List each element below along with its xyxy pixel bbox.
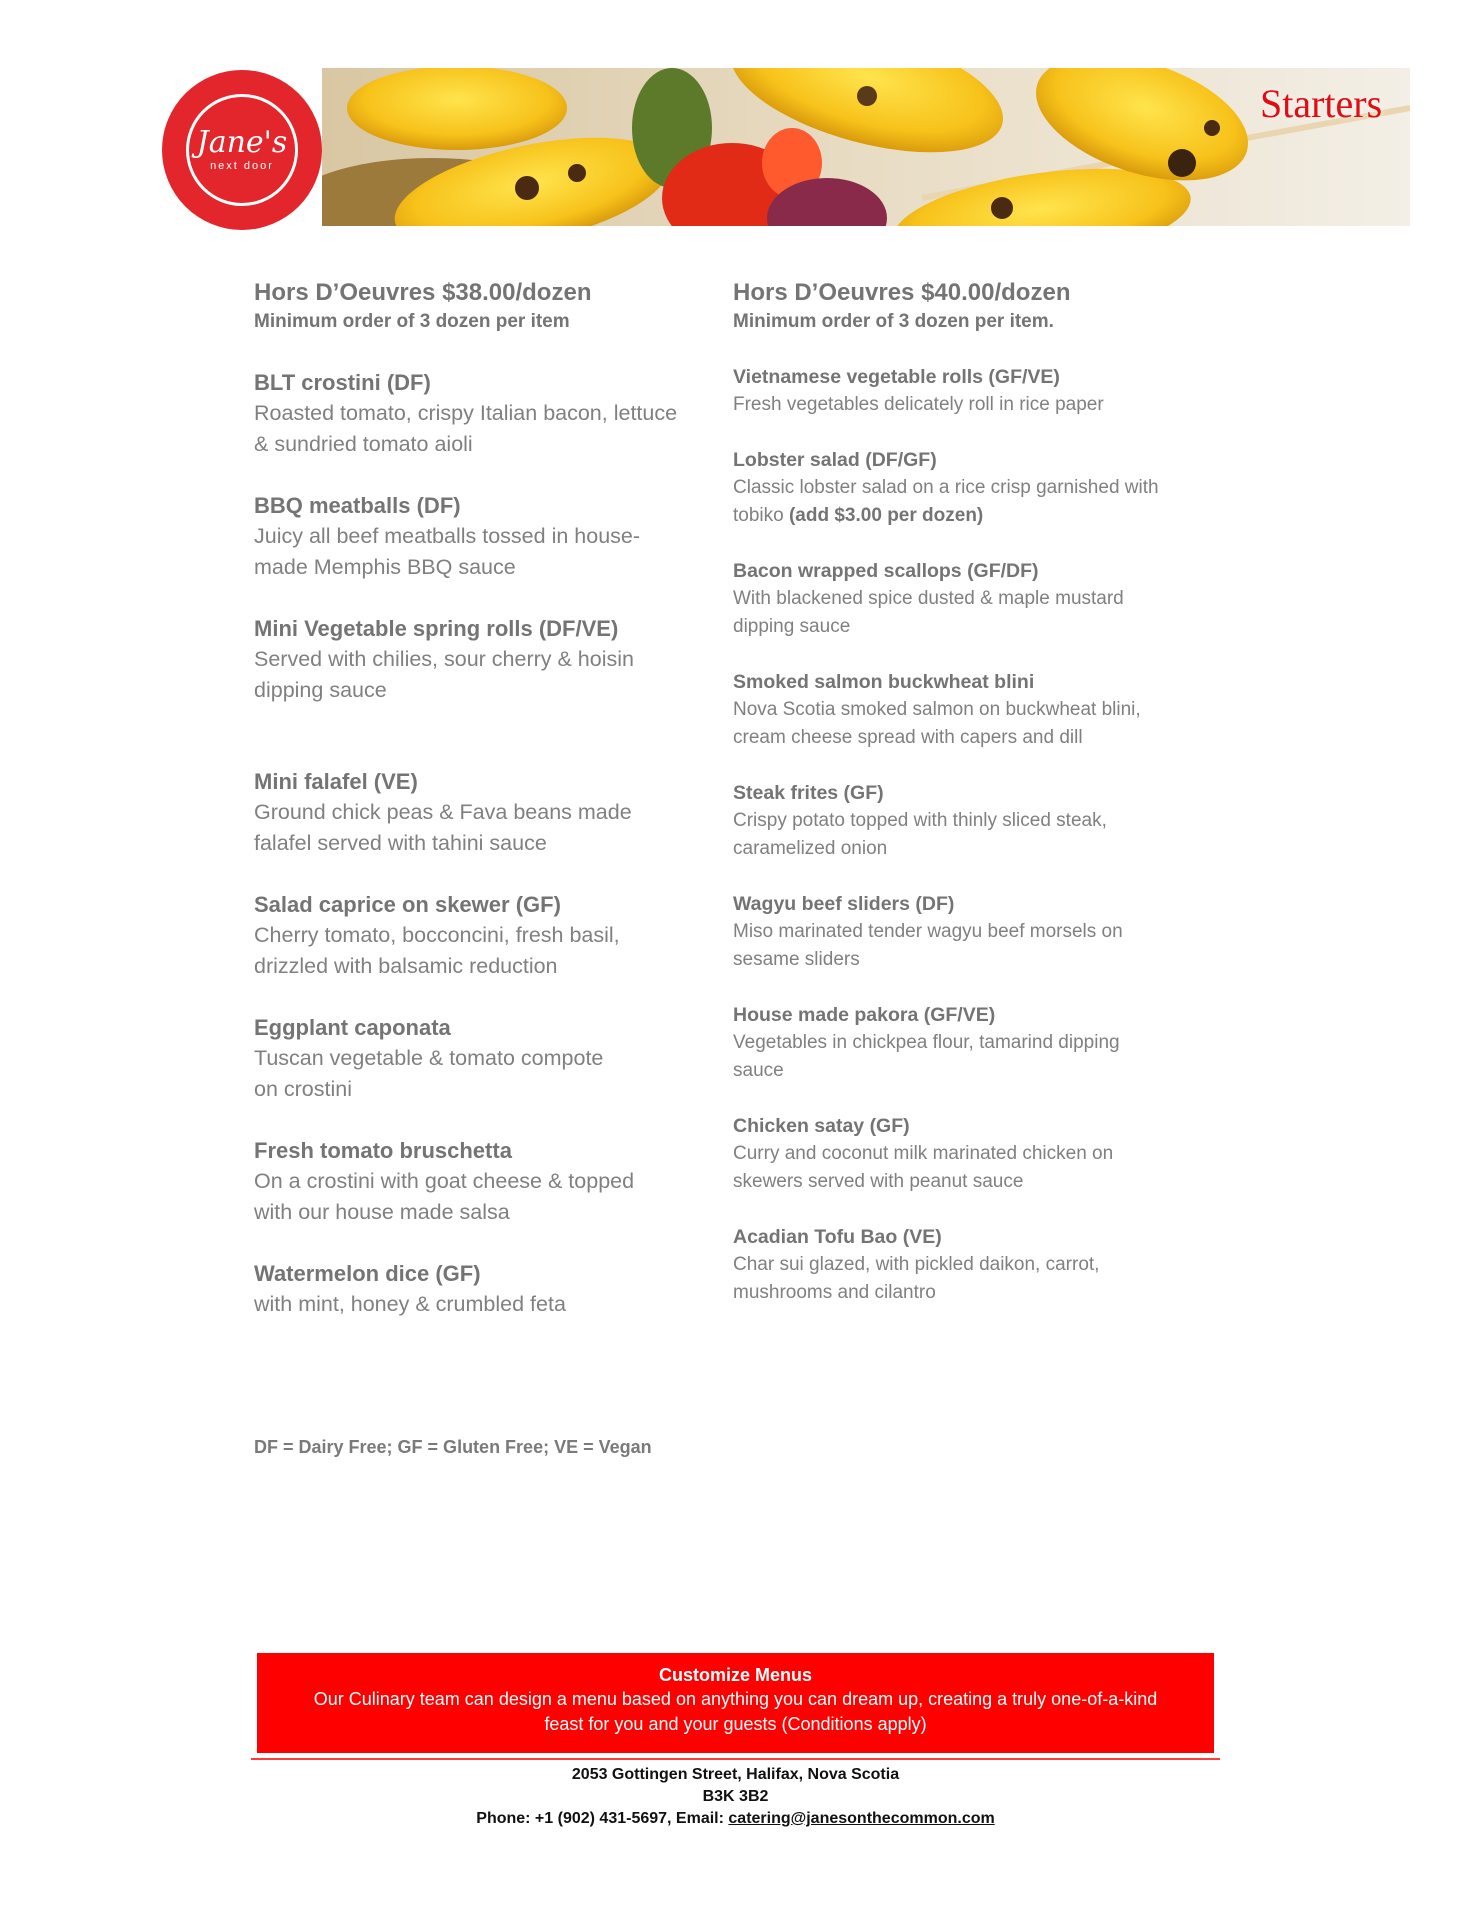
menu-item-desc: Vegetables in chickpea flour, tamarind dipping xyxy=(733,1032,1120,1053)
menu-item xyxy=(733,557,1213,641)
janes-logo xyxy=(162,70,322,230)
menu-item-desc-text: tobiko xyxy=(733,505,784,526)
menu-item-desc: Nova Scotia smoked salmon on buckwheat blini, xyxy=(733,699,1141,720)
menu-item-name: Acadian Tofu Bao (VE) xyxy=(733,1226,942,1248)
price-addon: (add $3.00 per dozen) xyxy=(783,505,984,526)
menu-item-name: Lobster salad (DF/GF) xyxy=(733,449,937,471)
menu-item-name: House made pakora (GF/VE) xyxy=(733,1004,996,1026)
email-link[interactable]: catering@janesonthecommon.com xyxy=(728,1810,995,1827)
section-subtitle: Minimum order of 3 dozen per item xyxy=(254,311,570,332)
menu-item xyxy=(733,668,1213,752)
menu-item xyxy=(733,779,1213,863)
menu-item-desc: & sundried tomato aioli xyxy=(254,431,473,456)
footer-divider xyxy=(251,1758,1220,1760)
menu-item-name: Smoked salmon buckwheat blini xyxy=(733,671,1035,693)
logo-name: Jane's xyxy=(196,125,288,160)
menu-item xyxy=(733,1112,1213,1196)
menu-item xyxy=(254,1259,724,1320)
menu-item-desc: falafel served with tahini sauce xyxy=(254,830,547,855)
section-title: Hors D’Oeuvres $38.00/dozen xyxy=(254,279,592,306)
menu-item-name: BLT crostini (DF) xyxy=(254,370,431,395)
menu-item-desc: drizzled with balsamic reduction xyxy=(254,953,558,978)
menu-item-name: Chicken satay (GF) xyxy=(733,1115,910,1137)
menu-item-name: Vietnamese vegetable rolls (GF/VE) xyxy=(733,366,1060,388)
menu-item xyxy=(733,1223,1213,1307)
footer-contact xyxy=(251,1808,1220,1830)
customize-text-line: feast for you and your guests (Conditions apply) xyxy=(544,1714,927,1734)
menu-item-desc: Curry and coconut milk marinated chicken on xyxy=(733,1143,1114,1164)
menu-item-name: Mini falafel (VE) xyxy=(254,769,418,794)
customize-menus-banner xyxy=(257,1653,1214,1753)
menu-item xyxy=(254,1136,724,1227)
page-title: Starters xyxy=(1260,81,1383,126)
logo-ring xyxy=(186,94,298,206)
menu-item-desc: skewers served with peanut sauce xyxy=(733,1171,1024,1192)
footer-address: 2053 Gottingen Street, Halifax, Nova Scotia xyxy=(571,1766,900,1783)
menu-item-desc: Served with chilies, sour cherry & hoisin xyxy=(254,647,634,671)
menu-item-desc: Miso marinated tender wagyu beef morsels on xyxy=(733,921,1123,942)
menu-item-desc: With blackened spice dusted & maple mustard xyxy=(733,588,1124,609)
menu-item-desc: with our house made salsa xyxy=(254,1199,510,1224)
menu-item-name: BBQ meatballs (DF) xyxy=(254,493,461,518)
menu-item-desc: cream cheese spread with capers and dill xyxy=(733,727,1083,748)
dietary-legend: DF = Dairy Free; GF = Gluten Free; VE = Vegan xyxy=(254,1437,652,1457)
menu-item-desc: Char sui glazed, with pickled daikon, carrot, xyxy=(733,1254,1100,1275)
footer-phone: Phone: +1 (902) 431-5697, Email: xyxy=(476,1810,729,1827)
menu-item-desc: Juicy all beef meatballs tossed in house- xyxy=(254,524,641,548)
menu-item-desc: with mint, honey & crumbled feta xyxy=(254,1292,566,1316)
menu-item-desc: On a crostini with goat cheese & topped xyxy=(254,1169,635,1193)
logo-subtitle: next door xyxy=(210,160,274,172)
menu-item xyxy=(733,890,1213,974)
menu-item-desc: sesame sliders xyxy=(733,949,860,970)
menu-item-desc: Ground chick peas & Fava beans made xyxy=(254,800,632,824)
menu-item xyxy=(254,491,724,582)
menu-item-desc: Crispy potato topped with thinly sliced steak, xyxy=(733,810,1107,831)
menu-column-40 xyxy=(733,278,1213,1307)
menu-item xyxy=(733,363,1213,419)
menu-item-desc: made Memphis BBQ sauce xyxy=(254,554,516,579)
menu-column-38 xyxy=(254,278,724,1320)
section-subtitle: Minimum order of 3 dozen per item. xyxy=(733,311,1054,332)
menu-item-desc xyxy=(733,502,1213,530)
menu-item-desc: Roasted tomato, crispy Italian bacon, lettuce xyxy=(254,401,678,425)
footer-postal-code: B3K 3B2 xyxy=(702,1788,769,1805)
menu-item xyxy=(254,890,724,981)
customize-title: Customize Menus xyxy=(658,1665,813,1685)
header-banner-image xyxy=(322,68,1410,226)
menu-item-desc: on crostini xyxy=(254,1076,352,1101)
menu-item-name: Bacon wrapped scallops (GF/DF) xyxy=(733,560,1039,582)
menu-item-desc: mushrooms and cilantro xyxy=(733,1282,936,1303)
menu-item-desc: dipping sauce xyxy=(254,677,387,702)
menu-item-name: Fresh tomato bruschetta xyxy=(254,1138,512,1163)
menu-item-name: Steak frites (GF) xyxy=(733,782,884,804)
menu-item-name: Eggplant caponata xyxy=(254,1015,451,1040)
menu-item-name: Salad caprice on skewer (GF) xyxy=(254,892,561,917)
corn-skewer-photo xyxy=(322,68,1410,226)
menu-item xyxy=(254,368,724,459)
menu-item-name: Mini Vegetable spring rolls (DF/VE) xyxy=(254,616,619,641)
menu-item xyxy=(254,1013,724,1104)
menu-item-desc: dipping sauce xyxy=(733,616,851,637)
menu-item-name: Watermelon dice (GF) xyxy=(254,1261,481,1286)
menu-item-desc: Cherry tomato, bocconcini, fresh basil, xyxy=(254,923,620,947)
menu-item xyxy=(733,1001,1213,1085)
menu-item-desc: Fresh vegetables delicately roll in rice paper xyxy=(733,394,1104,415)
section-title: Hors D’Oeuvres $40.00/dozen xyxy=(733,279,1071,306)
menu-item xyxy=(733,446,1213,530)
menu-item-desc: Tuscan vegetable & tomato compote xyxy=(254,1046,604,1070)
menu-item-name: Wagyu beef sliders (DF) xyxy=(733,893,955,915)
menu-item xyxy=(254,614,724,705)
menu-item-desc: sauce xyxy=(733,1060,784,1081)
customize-text-line: Our Culinary team can design a menu based on anything you can dream up, creating a truly one-of-a-kind xyxy=(313,1689,1158,1709)
footer xyxy=(251,1764,1220,1830)
menu-item-desc: Classic lobster salad on a rice crisp garnished with xyxy=(733,477,1159,498)
menu-item-desc: caramelized onion xyxy=(733,838,888,859)
menu-item xyxy=(254,767,724,858)
